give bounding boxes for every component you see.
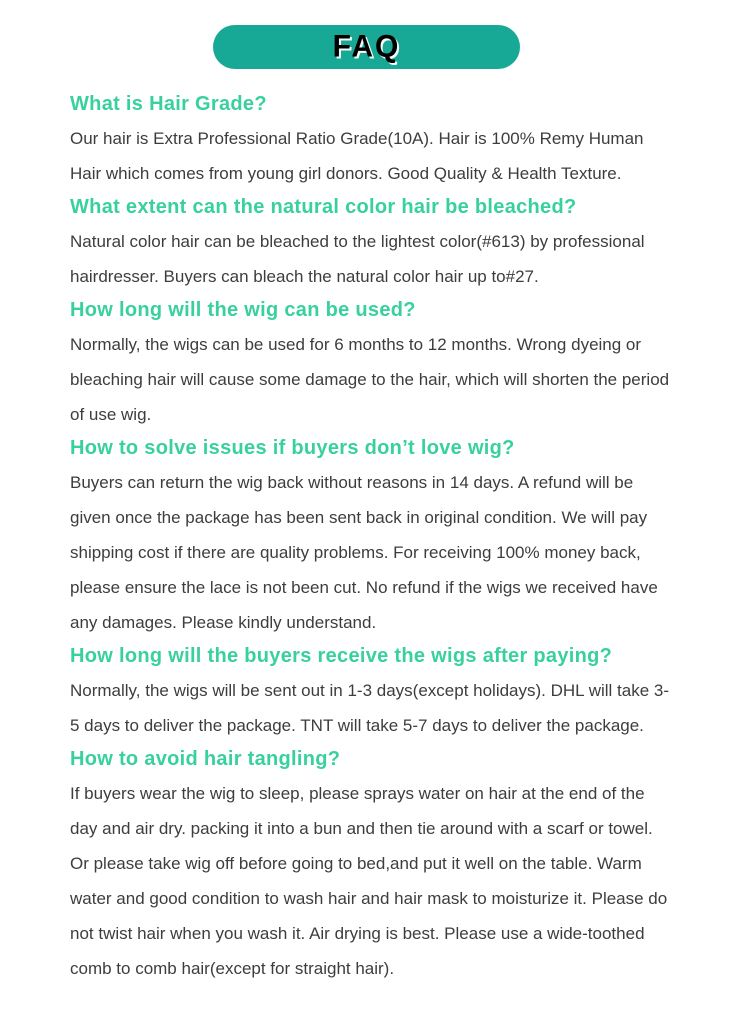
faq-question: How long will the wig can be used? [70, 299, 416, 321]
faq-answer: If buyers wear the wig to sleep, please sprays water on hair at the end of the day and air dry. packing it into a bun and then tie around with a scarf or towel. Or please take wig off before going to bed,and put it well on the table. Warm water and good condition to wash hair and hair mask to moisturize it. Please do not twist hair when you wash it. Air drying is best. Please use a wide-toothed comb to comb hair(except for straight hair). [70, 784, 668, 978]
faq-question: What is Hair Grade? [70, 93, 267, 115]
faq-header-badge [213, 25, 520, 69]
faq-answer: Normally, the wigs will be sent out in 1-3 days(except holidays). DHL will take 3-5 days to deliver the package. TNT will take 5-7 days to deliver the package. [70, 681, 670, 735]
faq-question: How long will the buyers receive the wigs after paying? [70, 645, 613, 667]
faq-answer: Our hair is Extra Professional Ratio Grade(10A). Hair is 100% Remy Human Hair which comes from young girl donors. Good Quality & Health Texture. [70, 129, 644, 183]
faq-answer: Normally, the wigs can be used for 6 months to 12 months. Wrong dyeing or bleaching hair will cause some damage to the hair, which will shorten the period of use wig. [70, 335, 670, 424]
faq-question: How to solve issues if buyers don’t love wig? [70, 437, 515, 459]
faq-item [70, 299, 676, 432]
faq-item [70, 645, 676, 743]
faq-question: What extent can the natural color hair be bleached? [70, 196, 577, 218]
faq-answer: Natural color hair can be bleached to the lightest color(#613) by professional hairdresser. Buyers can bleach the natural color hair up to#27. [70, 232, 645, 286]
faq-item [70, 437, 676, 640]
faq-item [70, 196, 676, 294]
faq-answer: Buyers can return the wig back without reasons in 14 days. A refund will be given once the package has been sent back in original condition. We will pay shipping cost if there are quality problems. For receiving 100% money back, please ensure the lace is not been cut. No refund if the wigs we received have any damages. Please kindly understand. [70, 473, 658, 632]
faq-item [70, 93, 676, 191]
faq-item [70, 748, 676, 986]
faq-list [0, 93, 740, 1016]
faq-question: How to avoid hair tangling? [70, 748, 341, 770]
faq-badge-label: FAQ [332, 29, 401, 64]
